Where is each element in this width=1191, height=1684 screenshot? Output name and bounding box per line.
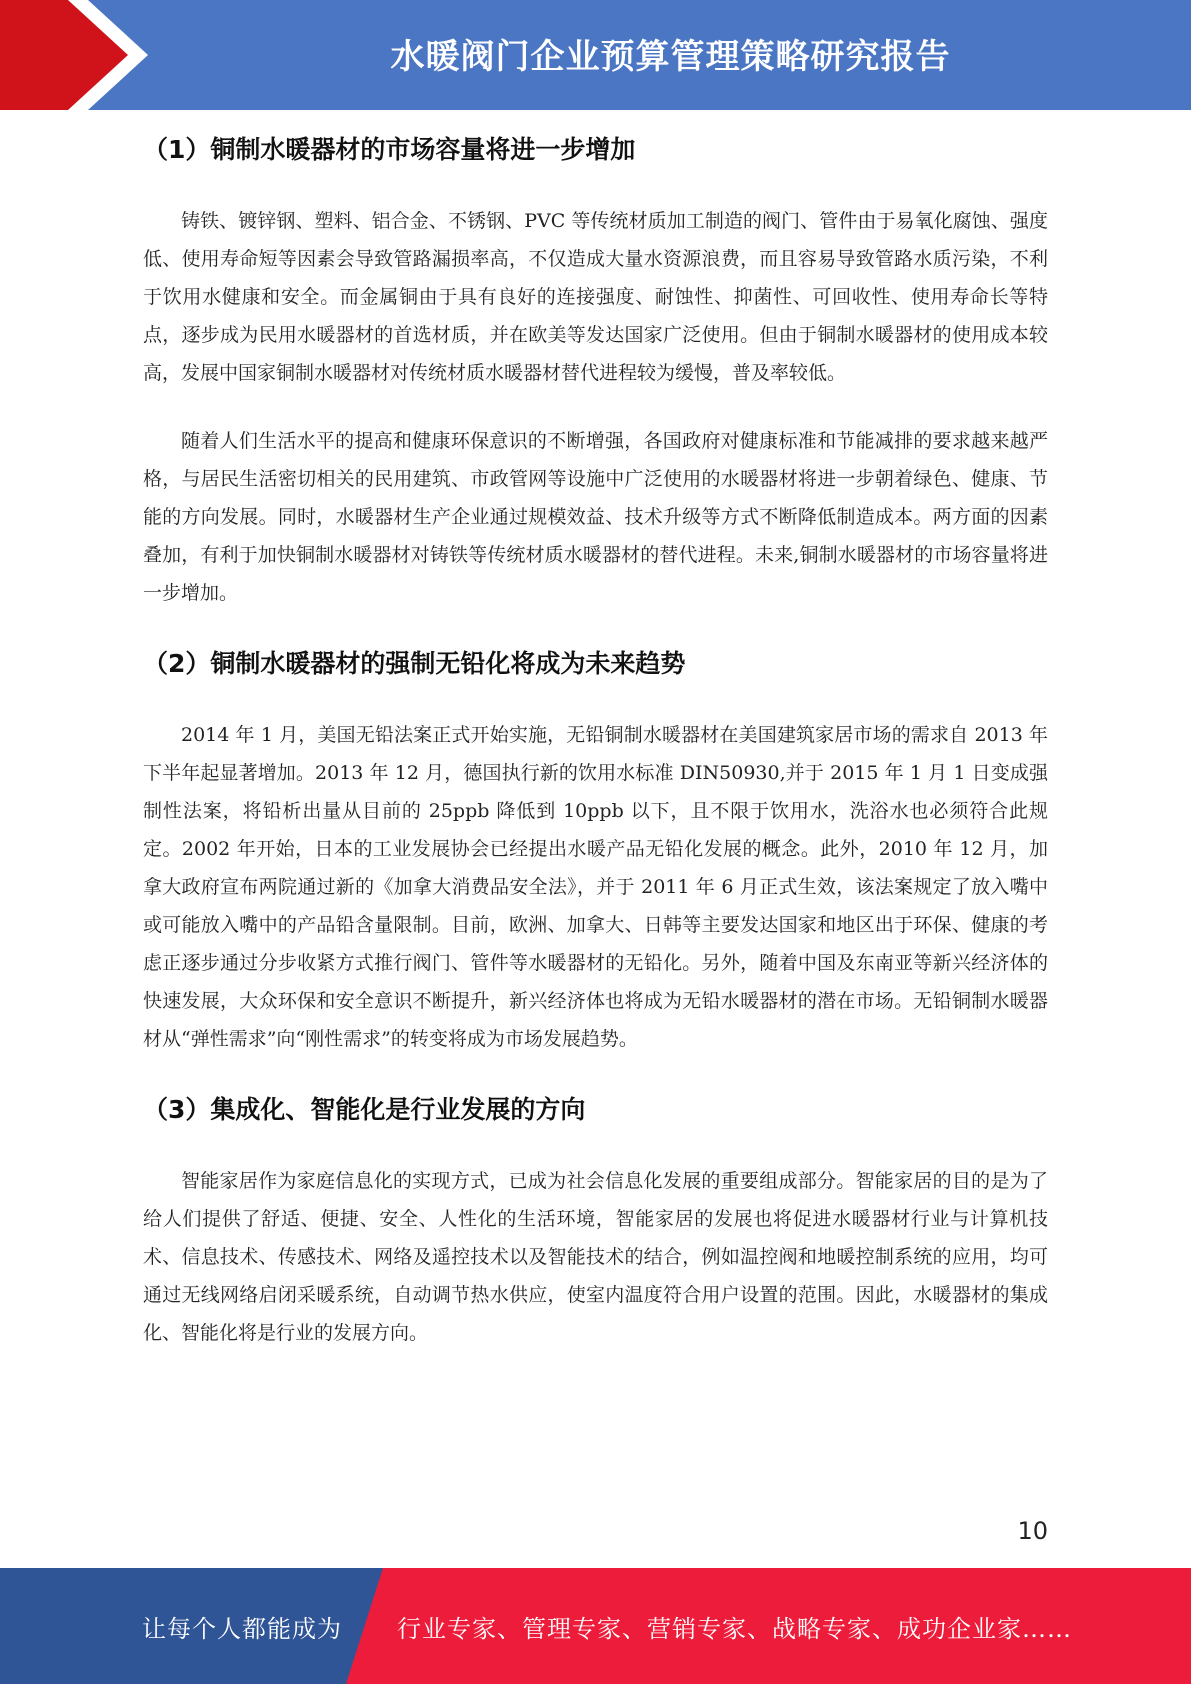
section-heading: （2）铜制水暖器材的强制无铅化将成为未来趋势 [143, 649, 686, 678]
body-paragraph: 铸铁、镀锌钢、塑料、铝合金、不锈钢、PVC 等传统材质加工制造的阀门、管件由于易氧化腐蚀、强度低、使用寿命短等因素会导致管路漏损率高，不仅造成大量水资源浪费，而且容易导致管路水质污染，不利于饮用水健康和安全。而金属铜由于具有良好的连接强度、耐蚀性、抑菌性、可回收性、使用寿命长等特点，逐步成为民用水暖器材的首选材质，并在欧美等发达国家广泛使用。但由于铜制水暖器材的使用成本较高，发展中国家铜制水暖器材对传统材质水暖器材替代进程较为缓慢，普及率较低。 [143, 210, 1048, 384]
page-header [0, 0, 1191, 110]
footer-slogan-roles: 行业专家、管理专家、营销专家、战略专家、成功企业家…… [397, 1614, 1072, 1643]
section-heading: （1）铜制水暖器材的市场容量将进一步增加 [143, 135, 636, 164]
body-paragraph: 智能家居作为家庭信息化的实现方式，已成为社会信息化发展的重要组成部分。智能家居的目的是为了给人们提供了舒适、便捷、安全、人性化的生活环境，智能家居的发展也将促进水暖器材行业与计算机技术、信息技术、传感技术、网络及遥控技术以及智能技术的结合，例如温控阀和地暖控制系统的应用，均可通过无线网络启闭采暖系统，自动调节热水供应，使室内温度符合用户设置的范围。因此，水暖器材的集成化、智能化将是行业的发展方向。 [143, 1170, 1048, 1344]
section [143, 1088, 1048, 1352]
section [143, 642, 1048, 1058]
document-body [143, 128, 1048, 1382]
page-footer [0, 1568, 1191, 1684]
report-title: 水暖阀门企业预算管理策略研究报告 [390, 36, 951, 77]
body-paragraph: 随着人们生活水平的提高和健康环保意识的不断增强，各国政府对健康标准和节能减排的要求越来越严格，与居民生活密切相关的民用建筑、市政管网等设施中广泛使用的水暖器材将进一步朝着绿色、健康、节能的方向发展。同时，水暖器材生产企业通过规模效益、技术升级等方式不断降低制造成本。两方面的因素叠加，有利于加快铜制水暖器材对铸铁等传统材质水暖器材的替代进程。未来,铜制水暖器材的市场容量将进一步增加。 [143, 430, 1048, 604]
section-heading: （3）集成化、智能化是行业发展的方向 [143, 1095, 586, 1124]
page-number: 10 [1017, 1517, 1048, 1545]
section [143, 128, 1048, 612]
body-paragraph: 2014 年 1 月，美国无铅法案正式开始实施，无铅铜制水暖器材在美国建筑家居市场的需求自 2013 年下半年起显著增加。2013 年 12 月，德国执行新的饮用水标准 DIN50930,并于 2015 年 1 月 1 日变成强制性法案，将铅析出量从目前的 25ppb 降低到 10ppb 以下，且不限于饮用水，洗浴水也必须符合此规定。2002 年开始，日本的工业发展协会已经提出水暖产品无铅化发展的概念。此外，2010 年 12 月，加拿大政府宣布两院通过新的《加拿大消费品安全法》，并于 2011 年 6 月正式生效，该法案规定了放入嘴中或可能放入嘴中的产品铅含量限制。目前，欧洲、加拿大、日韩等主要发达国家和地区出于环保、健康的考虑正逐步通过分步收紧方式推行阀门、管件等水暖器材的无铅化。另外，随着中国及东南亚等新兴经济体的快速发展，大众环保和安全意识不断提升，新兴经济体也将成为无铅水暖器材的潜在市场。无铅铜制水暖器材从“弹性需求”向“刚性需求”的转变将成为市场发展趋势。 [143, 724, 1048, 1050]
footer-slogan-lead: 让每个人都能成为 [142, 1614, 342, 1643]
